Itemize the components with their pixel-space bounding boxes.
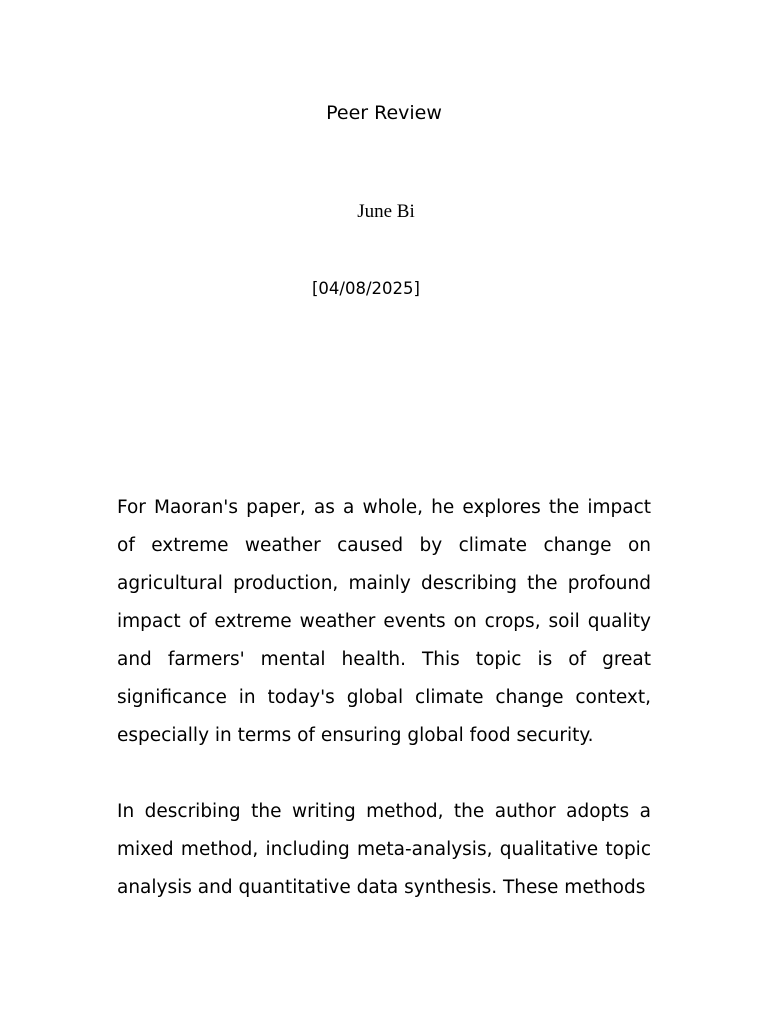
author-name: June Bi [357,201,415,222]
document-date: [04/08/2025] [312,279,420,298]
paragraph-2: In describing the writing method, the author adopts a mixed method, including meta-analysis, qualitative topic analysis and quantitative data synthesis. These methods [117,801,651,898]
document-title: Peer Review [326,102,442,124]
paragraph-1: For Maoran's paper, as a whole, he explores the impact of extreme weather caused by climate change on agricultural production, mainly describing the profound impact of extreme weather events on crops, soil quality and farmers' mental health. This topic is of great significance in today's global climate change context, especially in terms of ensuring global food security. [117,497,651,746]
